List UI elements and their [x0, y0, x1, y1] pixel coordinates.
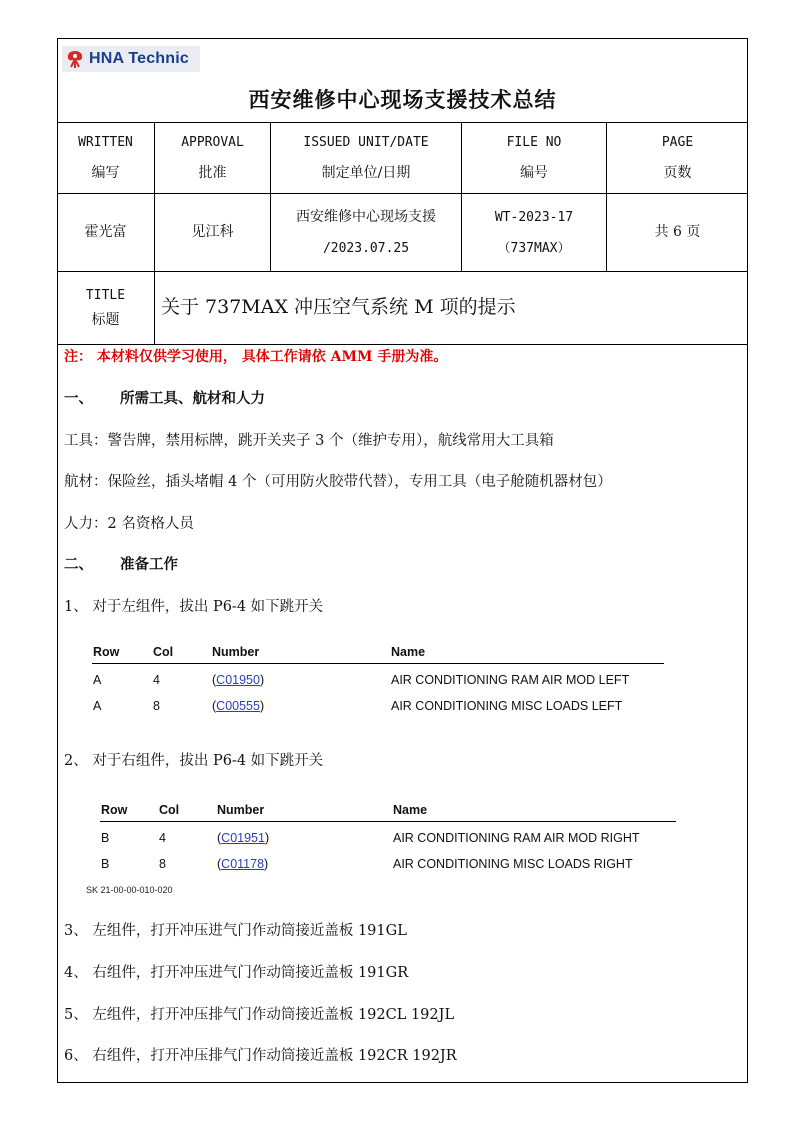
cell-row: B: [101, 831, 110, 845]
value-page: [607, 194, 748, 271]
table-row: [100, 831, 676, 849]
header-en: FILE NO: [506, 135, 562, 150]
value-approval: [155, 194, 270, 271]
manpower-line: 人力：2 名资格人员: [64, 516, 194, 532]
approver-name: 见江科: [191, 224, 234, 240]
paren: (: [212, 673, 217, 687]
step-5: 5、 左组件，打开冲压排气门作动筒接近盖板 192CL 192JL: [64, 1007, 455, 1023]
disclaimer-note: 注： 本材料仅供学习使用， 具体工作请依 AMM 手册为准。: [64, 349, 448, 365]
step-4: 4、 右组件，打开冲压进气门作动筒接近盖板 191GR: [64, 965, 409, 981]
tools-line: 工具：警告牌，禁用标牌，跳开关夹子 3 个（维护专用），航线常用大工具箱: [64, 433, 554, 449]
header-cn: 批准: [198, 165, 227, 181]
paren: ): [264, 857, 269, 871]
header-cn: 页数: [663, 165, 692, 181]
paren: ): [259, 699, 265, 713]
file-number: WT-2023-17: [494, 209, 574, 225]
cell-number: [212, 699, 264, 713]
header-rule: [100, 821, 676, 822]
writer-name: 霍光富: [84, 224, 127, 240]
col-header-name: Name: [393, 803, 428, 817]
section-number: 二、: [64, 556, 93, 573]
cell-number: [212, 673, 264, 687]
cb-table-left: [92, 645, 664, 717]
table-row: [100, 857, 676, 875]
cell-row: B: [101, 857, 110, 871]
paren: ): [259, 673, 265, 687]
header-issued-unit-date: [271, 123, 461, 193]
cell-number: [217, 857, 268, 871]
step-1: 1、 对于左组件，拔出 P6-4 如下跳开关: [64, 599, 324, 615]
title-label-cn: 标题: [91, 312, 120, 328]
company-logo: [62, 46, 200, 72]
hna-logo-icon: [64, 48, 86, 70]
cell-col: 4: [159, 831, 166, 845]
table-rule: [57, 344, 748, 345]
col-header-row: Row: [101, 803, 128, 817]
title-label-en: TITLE: [85, 288, 126, 303]
figure-reference: SK 21-00-00-010-020: [86, 885, 173, 895]
header-written: [57, 123, 154, 193]
step-3: 3、 左组件，打开冲压进气门作动筒接近盖板 191GL: [64, 923, 407, 939]
header-file-no: [462, 123, 606, 193]
col-header-number: Number: [212, 645, 260, 659]
table-row: [92, 673, 664, 691]
header-en: ISSUED UNIT/DATE: [303, 135, 429, 150]
document-subject: 关于 737MAX 冲压空气系统 M 项的提示: [161, 296, 516, 318]
cell-row: A: [93, 699, 102, 713]
issued-unit: 西安维修中心现场支援: [296, 208, 436, 225]
cb-number-link[interactable]: C01950: [216, 673, 260, 687]
cell-col: 8: [159, 857, 166, 871]
logo-text: HNA Technic: [89, 50, 189, 67]
cell-name: AIR CONDITIONING MISC LOADS RIGHT: [393, 857, 633, 871]
issued-date: /2023.07.25: [322, 240, 410, 256]
cell-row: A: [93, 673, 102, 687]
header-page: [607, 123, 748, 193]
paren: (: [217, 831, 222, 845]
value-file-no: [462, 194, 606, 271]
table-rule: [57, 271, 748, 272]
section-title: 准备工作: [120, 556, 178, 573]
document-title: 西安维修中心现场支援技术总结: [248, 87, 557, 112]
cell-name: AIR CONDITIONING RAM AIR MOD LEFT: [391, 673, 630, 687]
header-cn: 编写: [91, 165, 120, 181]
section-2-heading: [64, 553, 178, 574]
header-approval: [155, 123, 270, 193]
col-header-number: Number: [217, 803, 265, 817]
col-header-name: Name: [391, 645, 426, 659]
cell-name: AIR CONDITIONING MISC LOADS LEFT: [391, 699, 623, 713]
cell-name: AIR CONDITIONING RAM AIR MOD RIGHT: [393, 831, 640, 845]
col-header-col: Col: [159, 803, 180, 817]
header-cn: 制定单位/日期: [321, 165, 411, 181]
file-model: （737MAX）: [497, 240, 571, 256]
paren: (: [217, 857, 222, 871]
cell-number: [217, 831, 269, 845]
header-rule: [92, 663, 664, 664]
col-header-col: Col: [153, 645, 174, 659]
paren: ): [264, 831, 270, 845]
step-2: 2、 对于右组件，拔出 P6-4 如下跳开关: [64, 753, 324, 769]
cb-number-link[interactable]: C01951: [221, 831, 265, 845]
header-en: WRITTEN: [78, 135, 133, 150]
cell-col: 4: [153, 673, 160, 687]
section-1-heading: [64, 387, 265, 408]
cell-col: 8: [153, 699, 160, 713]
header-cn: 编号: [520, 165, 548, 181]
table-row: [92, 699, 664, 717]
header-en: PAGE: [661, 135, 694, 150]
cb-number-link[interactable]: C00555: [216, 699, 260, 713]
value-written: [57, 194, 154, 271]
step-6: 6、 右组件，打开冲压排气门作动筒接近盖板 192CR 192JR: [64, 1048, 457, 1064]
section-title: 所需工具、航材和人力: [120, 390, 265, 407]
page-count: 共 6 页: [654, 224, 701, 240]
cb-table-right: [100, 803, 676, 875]
cb-number-link[interactable]: C01178: [221, 857, 265, 871]
value-issued-unit-date: [271, 194, 461, 271]
col-header-row: Row: [93, 645, 120, 659]
title-label: [57, 272, 154, 344]
parts-line: 航材：保险丝，插头堵帽 4 个（可用防火胶带代替），专用工具（电子舱随机器材包）: [64, 474, 612, 490]
paren: (: [212, 699, 217, 713]
header-en: APPROVAL: [181, 135, 244, 150]
section-number: 一、: [64, 390, 93, 407]
